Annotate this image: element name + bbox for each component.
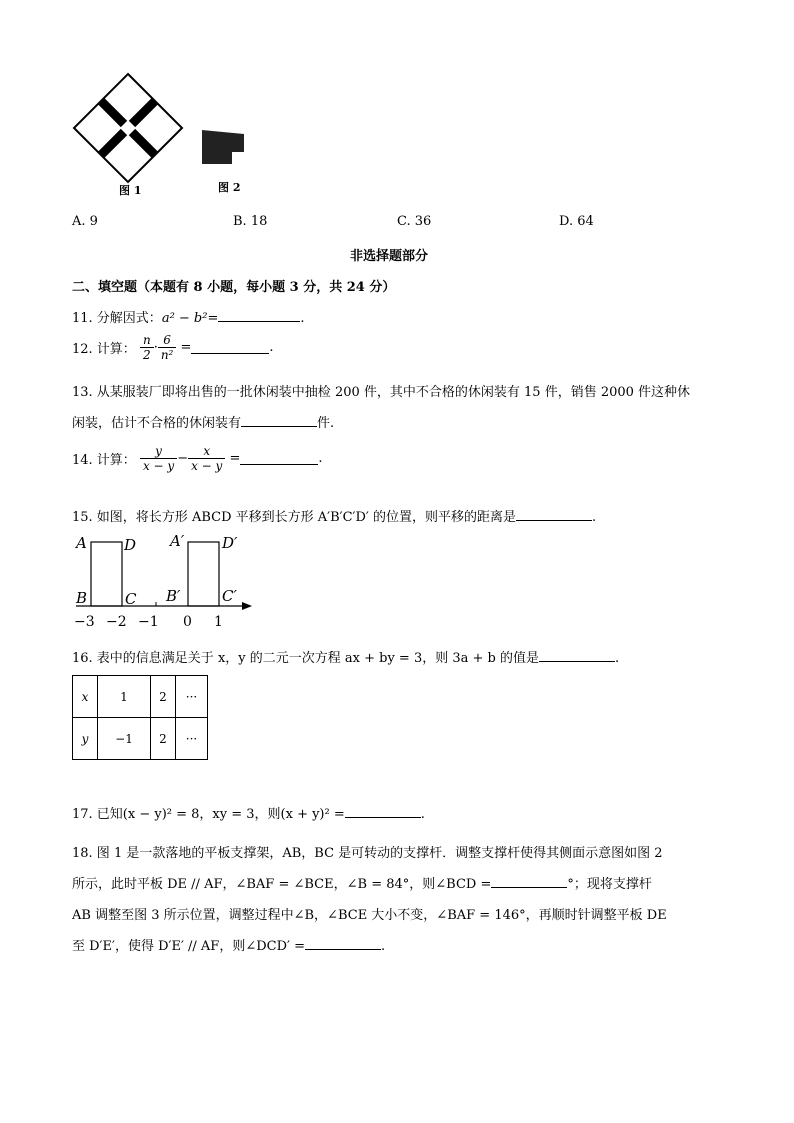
q18-blank-2 (305, 937, 381, 950)
q16-text: 16. 表中的信息满足关于 x，y 的二元一次方程 ax + by = 3，则 3a + b 的值是 (72, 651, 539, 666)
option-d: D. 64 (559, 214, 594, 229)
q14-fraction-1 (140, 444, 177, 473)
q12-f2-num: 6 (158, 333, 177, 348)
q14-end: . (318, 451, 323, 466)
q15-blank (516, 508, 592, 521)
q16-table-wrap (72, 675, 208, 760)
figure-1-caption: 图 1 (119, 184, 142, 197)
q18-line2 (72, 873, 652, 892)
q12-f1-num: n (140, 333, 154, 348)
q16-blank (539, 649, 615, 662)
q17 (72, 803, 425, 822)
q15-label-A1: A′ (170, 532, 185, 550)
q13-line2 (72, 412, 334, 431)
figure-2 (198, 128, 248, 168)
q16-table-row-y (73, 718, 208, 760)
option-c: C. 36 (397, 214, 432, 229)
q15-tick-0: 0 (183, 614, 192, 628)
q17-blank (345, 805, 421, 818)
q13-line2-a: 闲装，估计不合格的休闲装有 (72, 416, 242, 431)
q18-line4 (72, 935, 385, 954)
q13-line2-b: 件. (317, 416, 335, 431)
q15-label-C1: C′ (222, 587, 237, 605)
q13-line1: 13. 从某服装厂即将出售的一批休闲装中抽检 200 件，其中不合格的休闲装有 15 件，销售 2000 件这种休 (72, 385, 691, 400)
q12-fraction-2 (158, 333, 177, 362)
q14-minus: − (177, 451, 189, 466)
q12-prefix: 12. 计算： (72, 342, 136, 357)
q14 (72, 444, 323, 473)
q13-blank (241, 414, 317, 427)
q16-cell: −1 (98, 718, 151, 760)
figure-1 (72, 72, 184, 184)
q15-tick-neg3: −3 (74, 614, 95, 628)
q16-cell: 2 (151, 718, 176, 760)
q17-text: 17. 已知(x − y)² = 8，xy = 3，则(x + y)² = (72, 807, 345, 822)
q15-tick-neg1: −1 (138, 614, 159, 628)
q17-end: . (420, 807, 425, 822)
q14-prefix: 14. 计算： (72, 453, 136, 468)
q16-cell: 2 (151, 676, 176, 718)
option-a: A. 9 (72, 214, 98, 229)
q16-cell: x (73, 676, 98, 718)
q11-expr: a² − b²= (161, 311, 219, 326)
part2-heading: 二、填空题（本题有 8 小题，每小题 3 分，共 24 分） (72, 280, 396, 295)
q15 (72, 506, 596, 525)
option-b: B. 18 (233, 214, 268, 229)
q12-f1-den: 2 (143, 348, 151, 362)
q15-label-D: D (124, 536, 137, 554)
q16-end: . (614, 651, 620, 666)
q12-fraction-1 (140, 333, 154, 362)
q16-table-row-x (73, 676, 208, 718)
q14-eq: = (229, 451, 241, 466)
q16-cell: y (73, 718, 98, 760)
q15-label-B1: B′ (166, 587, 181, 605)
q18-line3: AB 调整至图 3 所示位置，调整过程中∠B，∠BCE 大小不变，∠BAF = 146°，再顺时针调整平板 DE (72, 908, 667, 923)
q11 (72, 307, 305, 326)
q12-f2-den: n² (160, 348, 174, 362)
q18-blank-1 (491, 875, 567, 888)
q15-number-line (70, 530, 260, 628)
q18-line2-b: °；现将支撑杆 (567, 877, 652, 892)
q12 (72, 333, 274, 362)
figure-2-caption: 图 2 (218, 181, 241, 194)
q12-end: . (269, 340, 274, 355)
q15-label-C: C (125, 590, 137, 608)
q12-blank (191, 341, 269, 354)
q14-f1-num: y (140, 444, 177, 459)
q18-line4-b: . (381, 939, 386, 954)
q15-label-A: A (76, 534, 87, 552)
q15-label-B: B (76, 589, 88, 607)
figure-1-diagram (72, 72, 184, 184)
q14-blank (240, 452, 318, 465)
q15-label-D1: D′ (222, 534, 238, 552)
q14-f2-den: x − y (191, 459, 223, 473)
q16-cell: ··· (176, 676, 208, 718)
q11-end: . (300, 311, 305, 326)
q15-tick-neg2: −2 (106, 614, 127, 628)
figure-2-diagram (198, 128, 248, 168)
q11-prefix: 11. 分解因式： (72, 311, 162, 326)
q14-f1-den: x − y (142, 459, 175, 473)
q15-end: . (592, 510, 597, 525)
q18-line2-a: 所示，此时平板 DE // AF，∠BAF = ∠BCE，∠B = 84°，则∠BCD = (72, 877, 492, 892)
q16-table (72, 675, 208, 760)
q14-f2-num: x (188, 444, 225, 459)
q16-cell: ··· (176, 718, 208, 760)
q16-cell: 1 (98, 676, 151, 718)
q18-line1: 18. 图 1 是一款落地的平板支撑架，AB，BC 是可转动的支撑杆．调整支撑杆使得其侧面示意图如图 2 (72, 846, 663, 861)
q14-fraction-2 (188, 444, 225, 473)
section-title: 非选择题部分 (350, 249, 429, 264)
q16 (72, 647, 619, 666)
q12-eq: = (180, 340, 192, 355)
q12-dot: · (153, 340, 158, 355)
q15-diagram (70, 530, 260, 628)
q11-blank (218, 309, 300, 322)
q15-text: 15. 如图，将长方形 ABCD 平移到长方形 A′B′C′D′ 的位置，则平移的距离是 (72, 510, 517, 525)
q15-tick-1: 1 (214, 614, 223, 628)
q18-line4-a: 至 D′E′，使得 D′E′ // AF，则∠DCD′ = (72, 939, 305, 954)
